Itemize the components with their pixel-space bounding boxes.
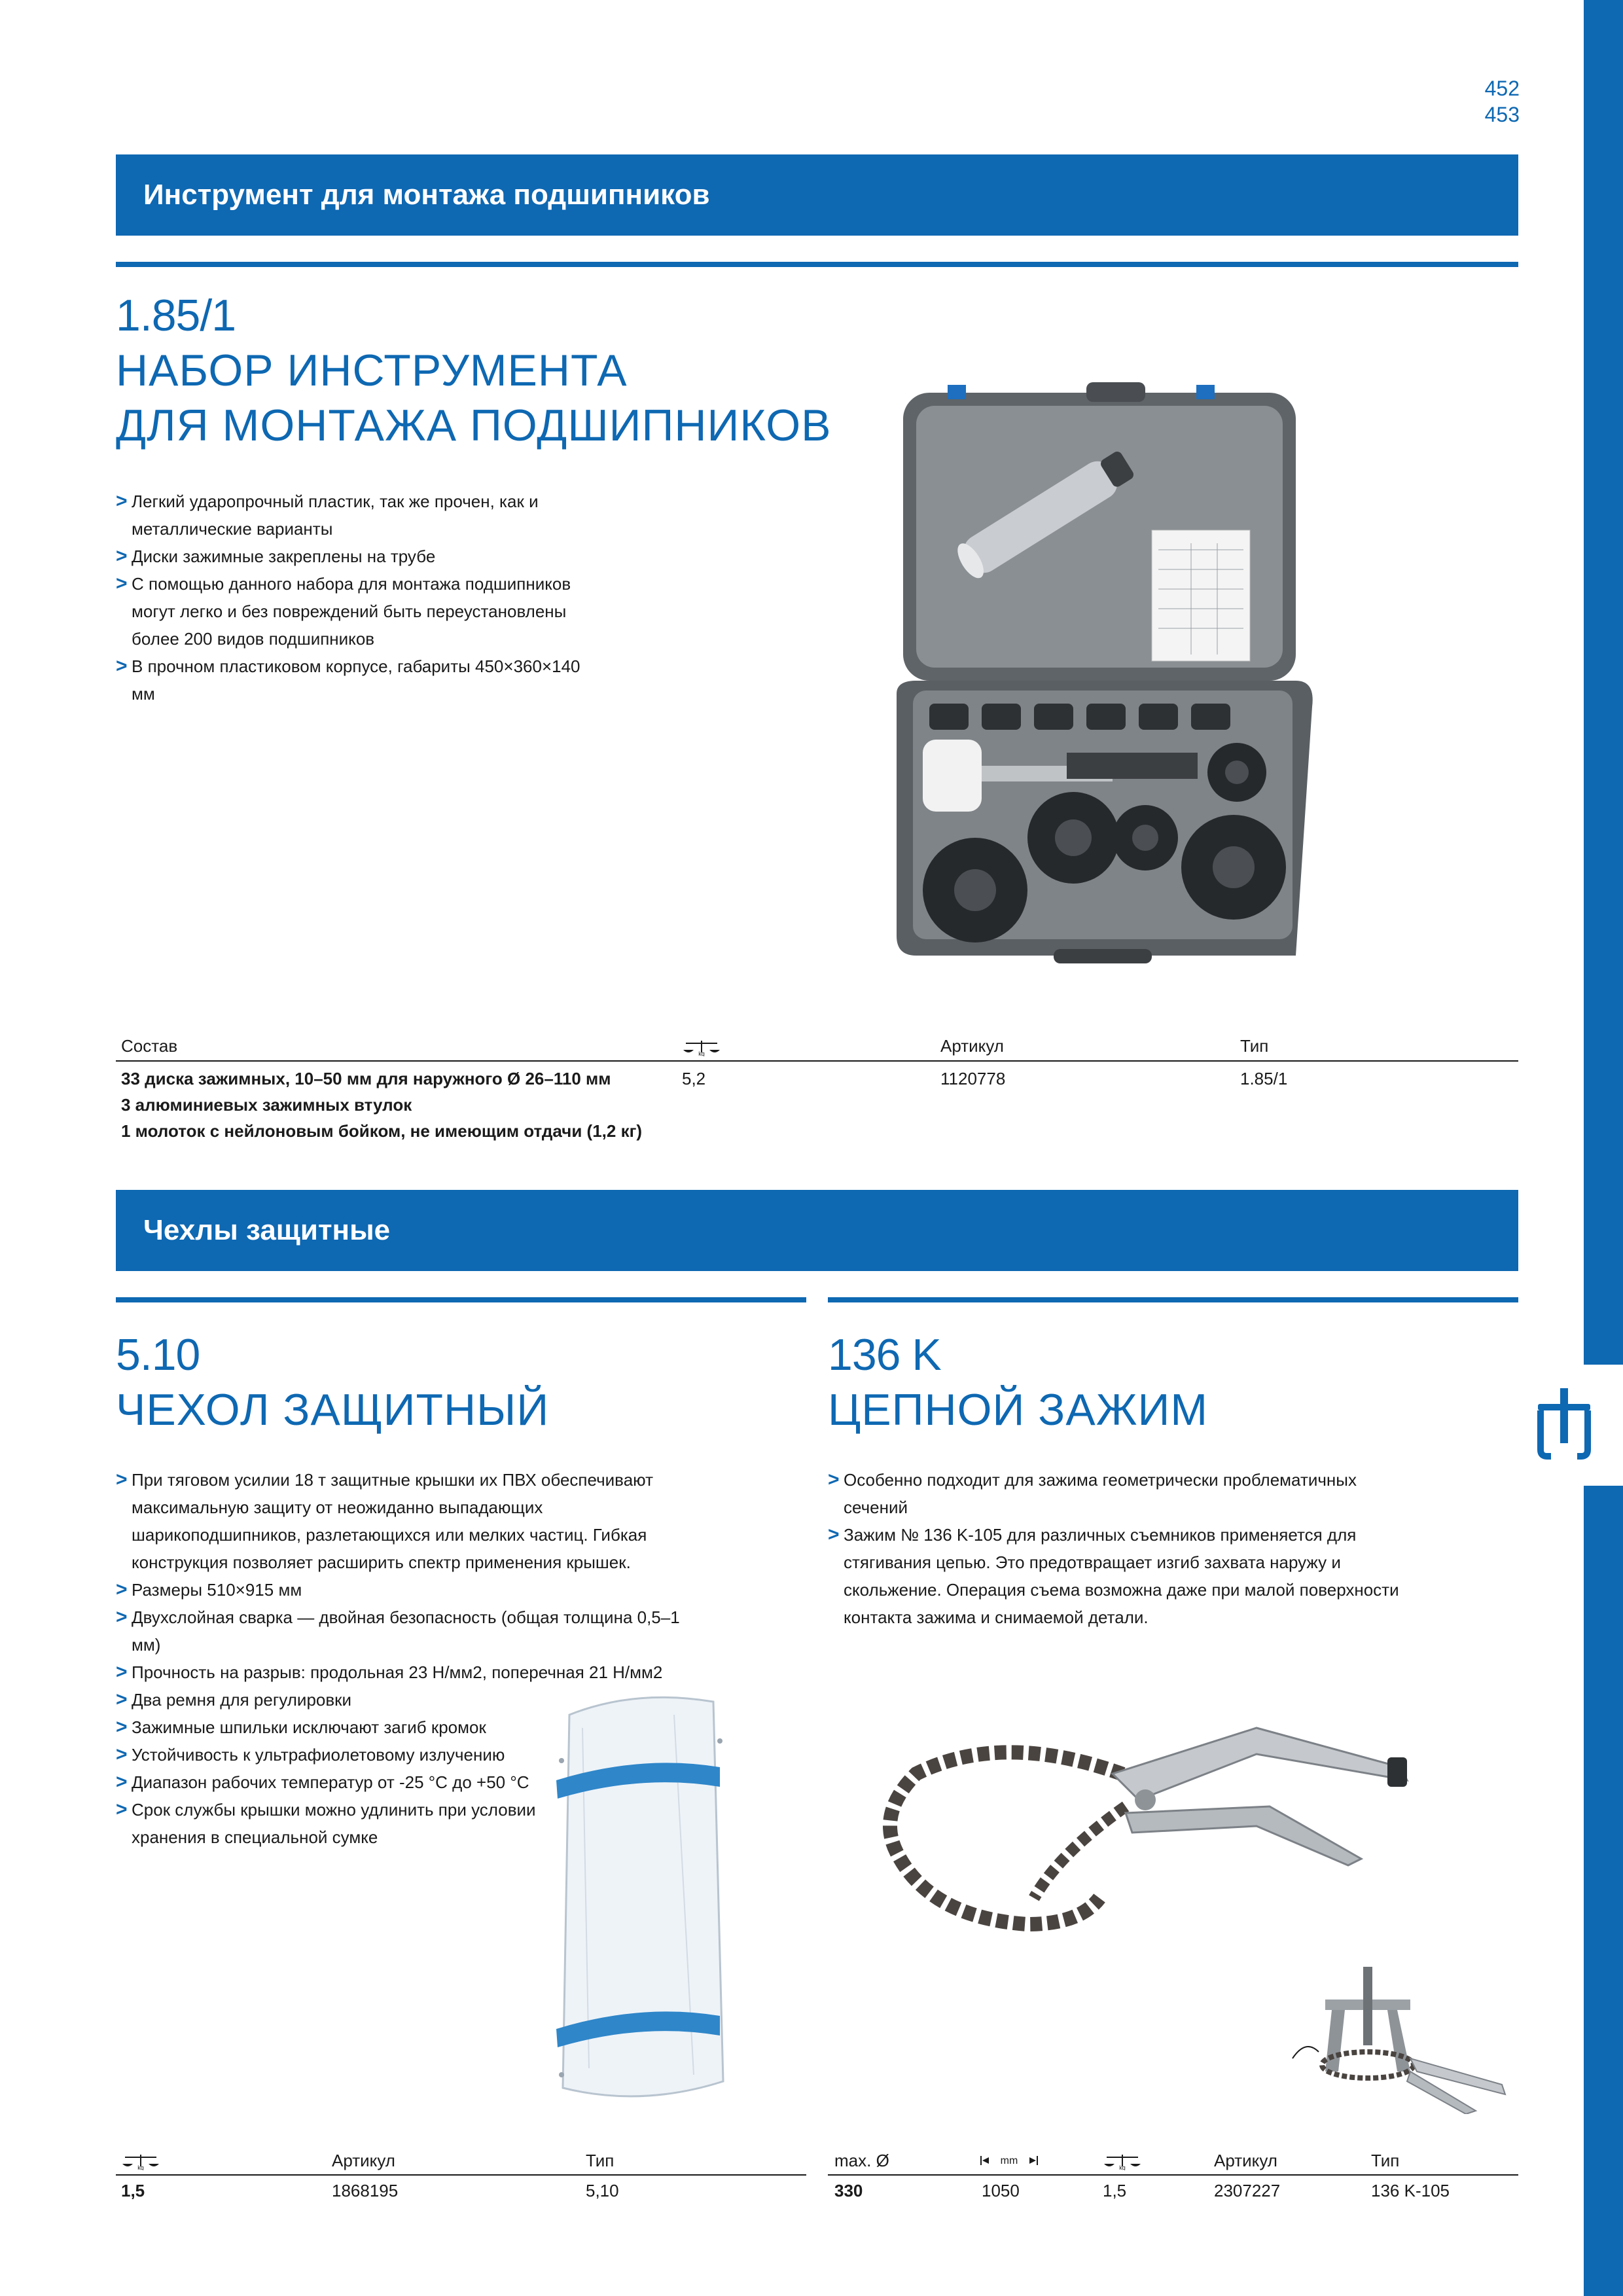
weight-value: 5,2 [682,1069,706,1088]
column-header-article: Артикул [332,2151,395,2170]
column-rule-left [116,1297,806,1302]
feature-item: > С помощью данного набора для монтажа подшипников могут легко и без повреждений быть переустановлены более 200 видов подшипников [116,570,587,653]
svg-text:kg: kg [1119,2164,1126,2170]
column-header-type: Тип [1371,2151,1400,2170]
section-band-bearing-tools: Инструмент для монтажа подшипников [116,154,1518,236]
product-code: 136 K [828,1330,941,1380]
column-header-type: Тип [586,2151,615,2170]
column-header-article: Артикул [940,1036,1004,1056]
type-value: 136 K-105 [1371,2181,1450,2200]
puller-tool-icon [1531,1384,1597,1469]
type-value: 1.85/1 [1240,1069,1288,1088]
feature-item: > Размеры 510×915 мм [116,1576,705,1604]
side-accent-bar [1584,0,1623,2296]
product-title-line1: НАБОР ИНСТРУМЕНТА [116,346,628,395]
composition-line: 3 алюминиевых зажимных втулок [121,1095,412,1115]
feature-item: > Прочность на разрыв: продольная 23 Н/мм2, поперечная 21 Н/мм2 [116,1659,705,1686]
weight-scale-icon [682,1038,721,1060]
composition-line: 33 диска зажимных, 10–50 мм для наружного Ø 26–110 мм [121,1069,611,1088]
article-value: 1868195 [332,2181,399,2200]
svg-text:kg: kg [137,2164,144,2170]
weight-scale-icon [121,2152,160,2174]
feature-item: > Диапазон рабочих температур от -25 °С до +50 °С [116,1768,705,1796]
max-diameter-value: 330 [834,2181,863,2200]
feature-item: > Зажимные шпильки исключают загиб кромок [116,1713,705,1741]
article-value: 2307227 [1214,2181,1281,2200]
weight-scale-icon [1103,2152,1142,2174]
puller-application-image [1279,1960,1518,2114]
weight-value: 1,5 [121,2181,145,2200]
product-code: 5.10 [116,1330,200,1380]
feature-item: > Срок службы крышки можно удлинить при условии хранения в специальной сумке [116,1796,537,1851]
column-header-article: Артикул [1214,2151,1277,2170]
article-value: 1120778 [940,1069,1006,1088]
type-value: 5,10 [586,2181,619,2200]
feature-item: > Устойчивость к ультрафиолетовому излучению [116,1741,705,1768]
table-header-rule [116,1060,1518,1062]
feature-item: > В прочном пластиковом корпусе, габариты 450×360×140 мм [116,653,587,708]
feature-list [116,488,587,708]
table-header-rule [116,2174,806,2176]
feature-item: > Легкий ударопрочный пластик, так же прочен, как и металлические варианты [116,488,587,543]
protective-cover-image [543,1689,733,2101]
column-header-type: Тип [1240,1036,1269,1056]
product-code: 1.85/1 [116,291,236,340]
composition-line: 1 молоток с нейлоновым бойком, не имеющим отдачи (1,2 кг) [121,1121,643,1141]
table-header-rule [828,2174,1518,2176]
product-title-line2: ДЛЯ МОНТАЖА ПОДШИПНИКОВ [116,401,832,450]
column-header-max-diameter: max. Ø [834,2151,889,2170]
page-number-right: 453 [1484,103,1520,126]
feature-list [828,1466,1417,1631]
feature-item: > При тяговом усилии 18 т защитные крышки их ПВХ обеспечивают максимальную защиту от неожиданно выпадающих шарикоподшипников, разлетающихся или мелких частиц. Гибкая конструкция позволяет расширить спектр применения крышек. [116,1466,705,1576]
feature-item: > Особенно подходит для зажима геометрически проблематичных сечений [828,1466,1417,1521]
feature-item: > Диски зажимные закреплены на трубе [116,543,587,570]
feature-item: > Двухслойная сварка — двойная безопасность (общая толщина 0,5–1 мм) [116,1604,705,1659]
column-rule-right [828,1297,1518,1302]
product-title: ЦЕПНОЙ ЗАЖИМ [828,1385,1209,1435]
length-mm-icon [980,2153,1039,2171]
product-title: ЧЕХОЛ ЗАЩИТНЫЙ [116,1385,550,1435]
section-band-protective-covers: Чехлы защитные [116,1190,1518,1271]
column-header-composition: Состав [121,1036,178,1056]
svg-text:kg: kg [698,1050,705,1056]
length-value: 1050 [982,2181,1020,2200]
feature-item: > Зажим № 136 K-105 для различных съемников применяется для стягивания цепью. Это предотвращает изгиб захвата наружу и скольжение. Операция съема возможна даже при малой поверхности контакта зажима и снимаемой детали. [828,1521,1417,1631]
section-rule [116,262,1518,267]
page-number-left: 452 [1484,77,1520,100]
svg-text:mm: mm [1000,2155,1018,2166]
weight-value: 1,5 [1103,2181,1127,2200]
bearing-kit-case-image [890,380,1322,969]
feature-item: > Два ремня для регулировки [116,1686,705,1713]
chain-clamp-image [864,1702,1427,1964]
